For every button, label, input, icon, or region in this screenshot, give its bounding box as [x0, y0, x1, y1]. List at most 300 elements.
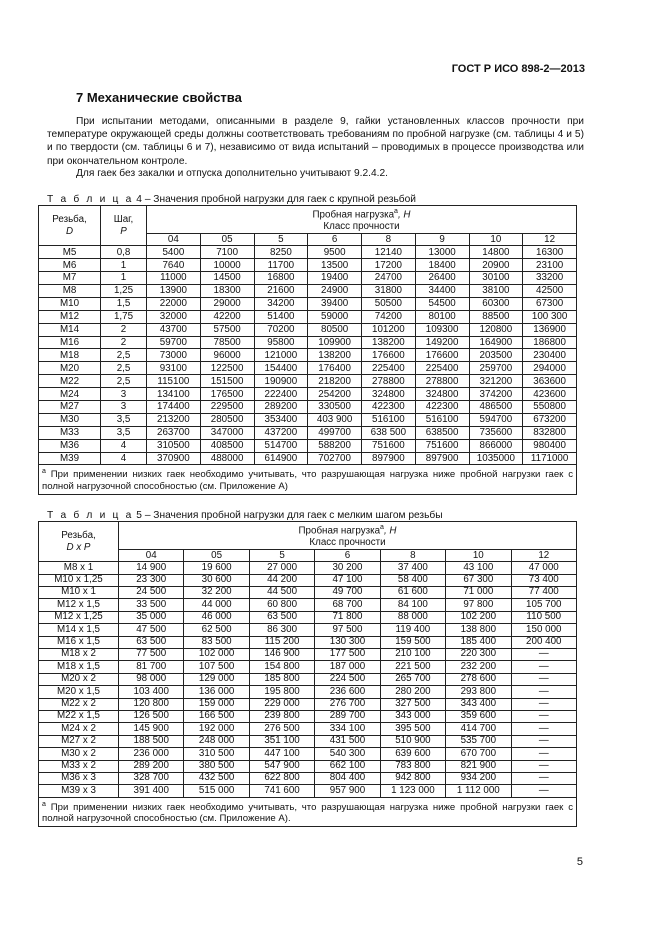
- table-cell: 13000: [415, 246, 469, 259]
- table-cell: М6: [39, 259, 101, 272]
- table-cell: 588200: [308, 439, 362, 452]
- table-cell: М14 х 1,5: [39, 624, 119, 636]
- table-cell: 38100: [469, 284, 523, 297]
- table5-caption-text: – Значения пробной нагрузки для гаек с мелким шагом резьбы: [144, 510, 443, 521]
- table-cell: 18400: [415, 259, 469, 272]
- table-cell: 97 800: [446, 599, 511, 611]
- table-cell: М10 х 1,25: [39, 574, 119, 586]
- table-cell: 121000: [254, 349, 308, 362]
- table-cell: 289200: [254, 400, 308, 413]
- table-row: [39, 686, 577, 698]
- class-header: 05: [200, 234, 254, 246]
- table-cell: М24: [39, 388, 101, 401]
- table-cell: М5: [39, 246, 101, 259]
- table-cell: 431 500: [315, 735, 380, 747]
- table-row: [39, 698, 577, 710]
- table-row: [39, 413, 577, 426]
- table-cell: 550800: [523, 400, 577, 413]
- table-cell: 47 100: [315, 574, 380, 586]
- table-cell: 60 800: [249, 599, 314, 611]
- table-cell: 34400: [415, 284, 469, 297]
- table-cell: 63 500: [249, 611, 314, 623]
- class-label: Класс прочности: [309, 537, 386, 549]
- table-cell: 58 400: [380, 574, 445, 586]
- table-cell: 126 500: [119, 710, 184, 722]
- paragraph-text: Для гаек без закалки и отпуска дополнительно учитывают 9.2.4.2.: [76, 168, 388, 179]
- table-cell: 221 500: [380, 661, 445, 673]
- table-cell: 3,5: [101, 413, 147, 426]
- table-cell: 224 500: [315, 673, 380, 685]
- table-cell: 16300: [523, 246, 577, 259]
- table-cell: 380 500: [184, 760, 249, 772]
- table-cell: 414 700: [446, 723, 511, 735]
- table-row: [39, 785, 577, 797]
- class-header: 5: [249, 550, 314, 562]
- table-cell: 821 900: [446, 760, 511, 772]
- class-header: 9: [415, 234, 469, 246]
- table-cell: 638500: [415, 426, 469, 439]
- table-cell: 447 100: [249, 748, 314, 760]
- table-cell: 154400: [254, 362, 308, 375]
- table-cell: 192 000: [184, 723, 249, 735]
- class-header: 5: [254, 234, 308, 246]
- table-cell: 12140: [362, 246, 416, 259]
- table-cell: М22 х 1,5: [39, 710, 119, 722]
- table-cell: 164900: [469, 336, 523, 349]
- table-cell: 103 400: [119, 686, 184, 698]
- class-header: 6: [308, 234, 362, 246]
- table-cell: 213200: [147, 413, 201, 426]
- table-cell: 347000: [200, 426, 254, 439]
- table-cell: 130 300: [315, 636, 380, 648]
- table5-caption-num: 5: [136, 510, 142, 521]
- table-cell: 43700: [147, 323, 201, 336]
- table4-load-header: [147, 206, 577, 234]
- table-cell: М36 х 3: [39, 772, 119, 784]
- table-cell: М12 х 1,5: [39, 599, 119, 611]
- table-cell: 149200: [415, 336, 469, 349]
- table-cell: 2,5: [101, 375, 147, 388]
- table-cell: 29000: [200, 297, 254, 310]
- table-cell: 115100: [147, 375, 201, 388]
- footnote-mark: а: [42, 468, 46, 476]
- table-cell: 547 900: [249, 760, 314, 772]
- table-row: [39, 723, 577, 735]
- paragraph-text: При испытании методами, описанными в разделе 9, гайки установленных классов прочности при температуре окружающей среды должны соответствовать требованиям по пробной нагрузке (см. таблицы 4 и 5) и по твердости (см. таблицы 6 и 7), независимо от вида испытаний – проводимых в процессе производства или при окончательном контроле.: [47, 116, 584, 167]
- table-cell: 44 500: [249, 587, 314, 599]
- table-cell: 60300: [469, 297, 523, 310]
- table-cell: 499700: [308, 426, 362, 439]
- table-cell: 263700: [147, 426, 201, 439]
- table-cell: 190900: [254, 375, 308, 388]
- table-cell: 488000: [200, 452, 254, 465]
- table-cell: —: [511, 661, 576, 673]
- table-cell: 422300: [415, 400, 469, 413]
- body-paragraph-2: [47, 167, 584, 180]
- table-cell: 84 100: [380, 599, 445, 611]
- table-cell: 866000: [469, 439, 523, 452]
- table-cell: 44 000: [184, 599, 249, 611]
- table-cell: 62 500: [184, 624, 249, 636]
- class-header: 04: [147, 234, 201, 246]
- table-cell: 957 900: [315, 785, 380, 797]
- table-cell: 225400: [415, 362, 469, 375]
- table-cell: 49 700: [315, 587, 380, 599]
- table-cell: 24 500: [119, 587, 184, 599]
- table-cell: 3: [101, 388, 147, 401]
- load-label: Пробная нагрузка: [312, 209, 395, 221]
- table-cell: 14500: [200, 272, 254, 285]
- table-cell: 276 500: [249, 723, 314, 735]
- table-cell: —: [511, 649, 576, 661]
- table-cell: 78500: [200, 336, 254, 349]
- table-cell: 138200: [308, 349, 362, 362]
- table-cell: 174400: [147, 400, 201, 413]
- table-cell: 39400: [308, 297, 362, 310]
- table-cell: М12: [39, 310, 101, 323]
- table-cell: М14: [39, 323, 101, 336]
- table-cell: 100 300: [523, 310, 577, 323]
- table-cell: —: [511, 785, 576, 797]
- table-cell: 278800: [362, 375, 416, 388]
- table-cell: 96000: [200, 349, 254, 362]
- table-cell: 535 700: [446, 735, 511, 747]
- table-cell: 702700: [308, 452, 362, 465]
- table-cell: 57500: [200, 323, 254, 336]
- table-cell: М33: [39, 426, 101, 439]
- table-cell: 136 000: [184, 686, 249, 698]
- table-cell: 185 800: [249, 673, 314, 685]
- table-cell: 23 300: [119, 574, 184, 586]
- table-cell: М10 х 1: [39, 587, 119, 599]
- table-cell: 832800: [523, 426, 577, 439]
- table-cell: 30100: [469, 272, 523, 285]
- class-header: 12: [511, 550, 576, 562]
- table-cell: 11700: [254, 259, 308, 272]
- table-cell: 942 800: [380, 772, 445, 784]
- table-row: [39, 310, 577, 323]
- table5-caption: [47, 510, 443, 521]
- thread-symbol: D x P: [66, 541, 91, 553]
- table-cell: 105 700: [511, 599, 576, 611]
- table-cell: 14800: [469, 246, 523, 259]
- table-row: [39, 748, 577, 760]
- table-cell: 46 000: [184, 611, 249, 623]
- table-row: [39, 246, 577, 259]
- table-cell: 120 800: [119, 698, 184, 710]
- table-cell: 195 800: [249, 686, 314, 698]
- table-cell: 42200: [200, 310, 254, 323]
- table-cell: 210 100: [380, 649, 445, 661]
- table5: [38, 521, 577, 827]
- table-cell: 3: [101, 400, 147, 413]
- table-row: [39, 426, 577, 439]
- class-header: 6: [315, 550, 380, 562]
- table-cell: М16: [39, 336, 101, 349]
- table-cell: 321200: [469, 375, 523, 388]
- table-cell: 93100: [147, 362, 201, 375]
- table-cell: 159 000: [184, 698, 249, 710]
- table-cell: 122500: [200, 362, 254, 375]
- table5-caption-prefix: Т а б л и ц а: [47, 510, 134, 521]
- table-cell: —: [511, 772, 576, 784]
- table-cell: М10: [39, 297, 101, 310]
- table-cell: 26400: [415, 272, 469, 285]
- table-cell: 218200: [308, 375, 362, 388]
- section-title: 7 Механические свойства: [76, 90, 242, 105]
- table-row: [39, 661, 577, 673]
- table-cell: 229 000: [249, 698, 314, 710]
- table-cell: —: [511, 710, 576, 722]
- table-cell: 63 500: [119, 636, 184, 648]
- table-cell: М22: [39, 375, 101, 388]
- table-cell: 353400: [254, 413, 308, 426]
- table-cell: 61 600: [380, 587, 445, 599]
- table-cell: 310500: [147, 439, 201, 452]
- table-cell: М20 х 2: [39, 673, 119, 685]
- class-label: Класс прочности: [323, 221, 400, 233]
- table-row: [39, 297, 577, 310]
- table-cell: 4: [101, 452, 147, 465]
- table-cell: 86 300: [249, 624, 314, 636]
- table-cell: 751600: [415, 439, 469, 452]
- table-row: [39, 362, 577, 375]
- pitch-label: Шаг,: [113, 213, 134, 225]
- table-cell: 897900: [415, 452, 469, 465]
- table-cell: М18: [39, 349, 101, 362]
- table-cell: 24900: [308, 284, 362, 297]
- table-cell: 403 900: [308, 413, 362, 426]
- table-cell: 21600: [254, 284, 308, 297]
- table-cell: 203500: [469, 349, 523, 362]
- table-cell: М33 х 2: [39, 760, 119, 772]
- table-cell: 343 400: [446, 698, 511, 710]
- table-cell: 374200: [469, 388, 523, 401]
- table-cell: 1 112 000: [446, 785, 511, 797]
- table-cell: 20900: [469, 259, 523, 272]
- table-cell: М16 х 1,5: [39, 636, 119, 648]
- table-cell: 638 500: [362, 426, 416, 439]
- table-cell: 102 000: [184, 649, 249, 661]
- table-cell: 359 600: [446, 710, 511, 722]
- table-cell: 47 000: [511, 562, 576, 574]
- table-row: [39, 349, 577, 362]
- table-cell: 5400: [147, 246, 201, 259]
- table-cell: 119 400: [380, 624, 445, 636]
- footnote-text: При применении низких гаек необходимо учитывать, что разрушающая нагрузка ниже пробной нагрузки гаек с полной нагрузочной способностью (см. Приложение А): [42, 469, 573, 493]
- table-cell: 102 200: [446, 611, 511, 623]
- table-cell: 186800: [523, 336, 577, 349]
- table-cell: 44 200: [249, 574, 314, 586]
- table-cell: 81 700: [119, 661, 184, 673]
- table-row: [39, 611, 577, 623]
- table-cell: 594700: [469, 413, 523, 426]
- table-cell: М27: [39, 400, 101, 413]
- table-cell: М8 х 1: [39, 562, 119, 574]
- table-cell: 391 400: [119, 785, 184, 797]
- table-cell: 14 900: [119, 562, 184, 574]
- table-cell: М18 х 2: [39, 649, 119, 661]
- table-cell: 239 800: [249, 710, 314, 722]
- table-cell: 34200: [254, 297, 308, 310]
- table-cell: 1,25: [101, 284, 147, 297]
- table-cell: 1171000: [523, 452, 577, 465]
- table-cell: 259700: [469, 362, 523, 375]
- table-cell: 50500: [362, 297, 416, 310]
- table-cell: 31800: [362, 284, 416, 297]
- table-cell: 77 400: [511, 587, 576, 599]
- table-cell: 516100: [415, 413, 469, 426]
- table-cell: 324800: [362, 388, 416, 401]
- table-cell: 289 700: [315, 710, 380, 722]
- table-cell: 2: [101, 323, 147, 336]
- table-cell: 159 500: [380, 636, 445, 648]
- table-row: [39, 323, 577, 336]
- table-cell: 222400: [254, 388, 308, 401]
- load-footnote-mark: а: [394, 208, 398, 215]
- table-cell: 22000: [147, 297, 201, 310]
- table-row: [39, 259, 577, 272]
- table-cell: 35 000: [119, 611, 184, 623]
- table-row: [39, 760, 577, 772]
- document-code: ГОСТ Р ИСО 898-2—2013: [451, 63, 585, 75]
- table-cell: 80500: [308, 323, 362, 336]
- table-cell: 370900: [147, 452, 201, 465]
- table-cell: 37 400: [380, 562, 445, 574]
- table-cell: 16800: [254, 272, 308, 285]
- table-cell: 80100: [415, 310, 469, 323]
- table-cell: 13900: [147, 284, 201, 297]
- table-cell: 230400: [523, 349, 577, 362]
- table-cell: 804 400: [315, 772, 380, 784]
- table-cell: 516100: [362, 413, 416, 426]
- table-cell: М39 х 3: [39, 785, 119, 797]
- table-cell: 115 200: [249, 636, 314, 648]
- table-cell: 32000: [147, 310, 201, 323]
- table4-caption-text: – Значения пробной нагрузки для гаек с крупной резьбой: [144, 194, 416, 205]
- table4: [38, 205, 577, 495]
- table-cell: 33200: [523, 272, 577, 285]
- pitch-symbol: P: [120, 225, 127, 237]
- table-cell: 328 700: [119, 772, 184, 784]
- table-cell: 7640: [147, 259, 201, 272]
- table-cell: 110 500: [511, 611, 576, 623]
- table-cell: 47 500: [119, 624, 184, 636]
- table4-caption: [47, 194, 416, 205]
- table-row: [39, 673, 577, 685]
- table-cell: 70200: [254, 323, 308, 336]
- table-cell: 294000: [523, 362, 577, 375]
- table-cell: 265 700: [380, 673, 445, 685]
- table-row: [39, 375, 577, 388]
- load-unit: , Н: [383, 525, 397, 537]
- table-row: [39, 336, 577, 349]
- table-cell: 330500: [308, 400, 362, 413]
- table-cell: —: [511, 735, 576, 747]
- table-cell: 2,5: [101, 362, 147, 375]
- table-cell: 540 300: [315, 748, 380, 760]
- table-cell: 2,5: [101, 349, 147, 362]
- table-cell: М18 х 1,5: [39, 661, 119, 673]
- table-cell: 334 100: [315, 723, 380, 735]
- table-cell: 423600: [523, 388, 577, 401]
- table-cell: 17200: [362, 259, 416, 272]
- table-cell: 88 000: [380, 611, 445, 623]
- class-header: 12: [523, 234, 577, 246]
- table-cell: 54500: [415, 297, 469, 310]
- table-cell: 9500: [308, 246, 362, 259]
- table-cell: М7: [39, 272, 101, 285]
- table-cell: 109300: [415, 323, 469, 336]
- table-row: [39, 400, 577, 413]
- table-cell: 95800: [254, 336, 308, 349]
- table-cell: 289 200: [119, 760, 184, 772]
- table-cell: 176400: [308, 362, 362, 375]
- table-cell: 1 123 000: [380, 785, 445, 797]
- table-cell: 146 900: [249, 649, 314, 661]
- class-header: 10: [446, 550, 511, 562]
- table-cell: 136900: [523, 323, 577, 336]
- table-cell: М36: [39, 439, 101, 452]
- table-cell: 741 600: [249, 785, 314, 797]
- table-cell: —: [511, 723, 576, 735]
- table-cell: 101200: [362, 323, 416, 336]
- table-cell: 176500: [200, 388, 254, 401]
- table-row: [39, 636, 577, 648]
- table-cell: 220 300: [446, 649, 511, 661]
- table-cell: 1035000: [469, 452, 523, 465]
- table-cell: 177 500: [315, 649, 380, 661]
- table-row: [39, 284, 577, 297]
- table-cell: 97 500: [315, 624, 380, 636]
- table-cell: 27 000: [249, 562, 314, 574]
- table-cell: 30 600: [184, 574, 249, 586]
- table-cell: 236 600: [315, 686, 380, 698]
- table-cell: 363600: [523, 375, 577, 388]
- table-cell: 33 500: [119, 599, 184, 611]
- table-cell: —: [511, 698, 576, 710]
- table-row: [39, 439, 577, 452]
- table-cell: 68 700: [315, 599, 380, 611]
- table-cell: 614900: [254, 452, 308, 465]
- table-cell: 2: [101, 336, 147, 349]
- table-cell: 408500: [200, 439, 254, 452]
- table-cell: 67300: [523, 297, 577, 310]
- table4-col-thread: [39, 206, 101, 246]
- table-cell: 71 000: [446, 587, 511, 599]
- table-row: [39, 574, 577, 586]
- table-cell: 13500: [308, 259, 362, 272]
- table-cell: 83 500: [184, 636, 249, 648]
- table-cell: 8250: [254, 246, 308, 259]
- table-cell: —: [511, 760, 576, 772]
- table4-caption-num: 4: [136, 194, 142, 205]
- thread-symbol: D: [65, 225, 74, 237]
- footnote-text: При применении низких гаек необходимо учитывать, что разрушающая нагрузка ниже пробной нагрузки гаек с полной нагрузочной способностью (см. Приложение А).: [42, 801, 573, 825]
- table-cell: 88500: [469, 310, 523, 323]
- table-cell: М20 х 1,5: [39, 686, 119, 698]
- table-cell: 107 500: [184, 661, 249, 673]
- table-cell: М24 х 2: [39, 723, 119, 735]
- table-cell: 77 500: [119, 649, 184, 661]
- table-cell: 327 500: [380, 698, 445, 710]
- table-cell: 248 000: [184, 735, 249, 747]
- table-cell: 138200: [362, 336, 416, 349]
- table-cell: 673200: [523, 413, 577, 426]
- table-cell: 23100: [523, 259, 577, 272]
- table-cell: 19 600: [184, 562, 249, 574]
- class-header: 05: [184, 550, 249, 562]
